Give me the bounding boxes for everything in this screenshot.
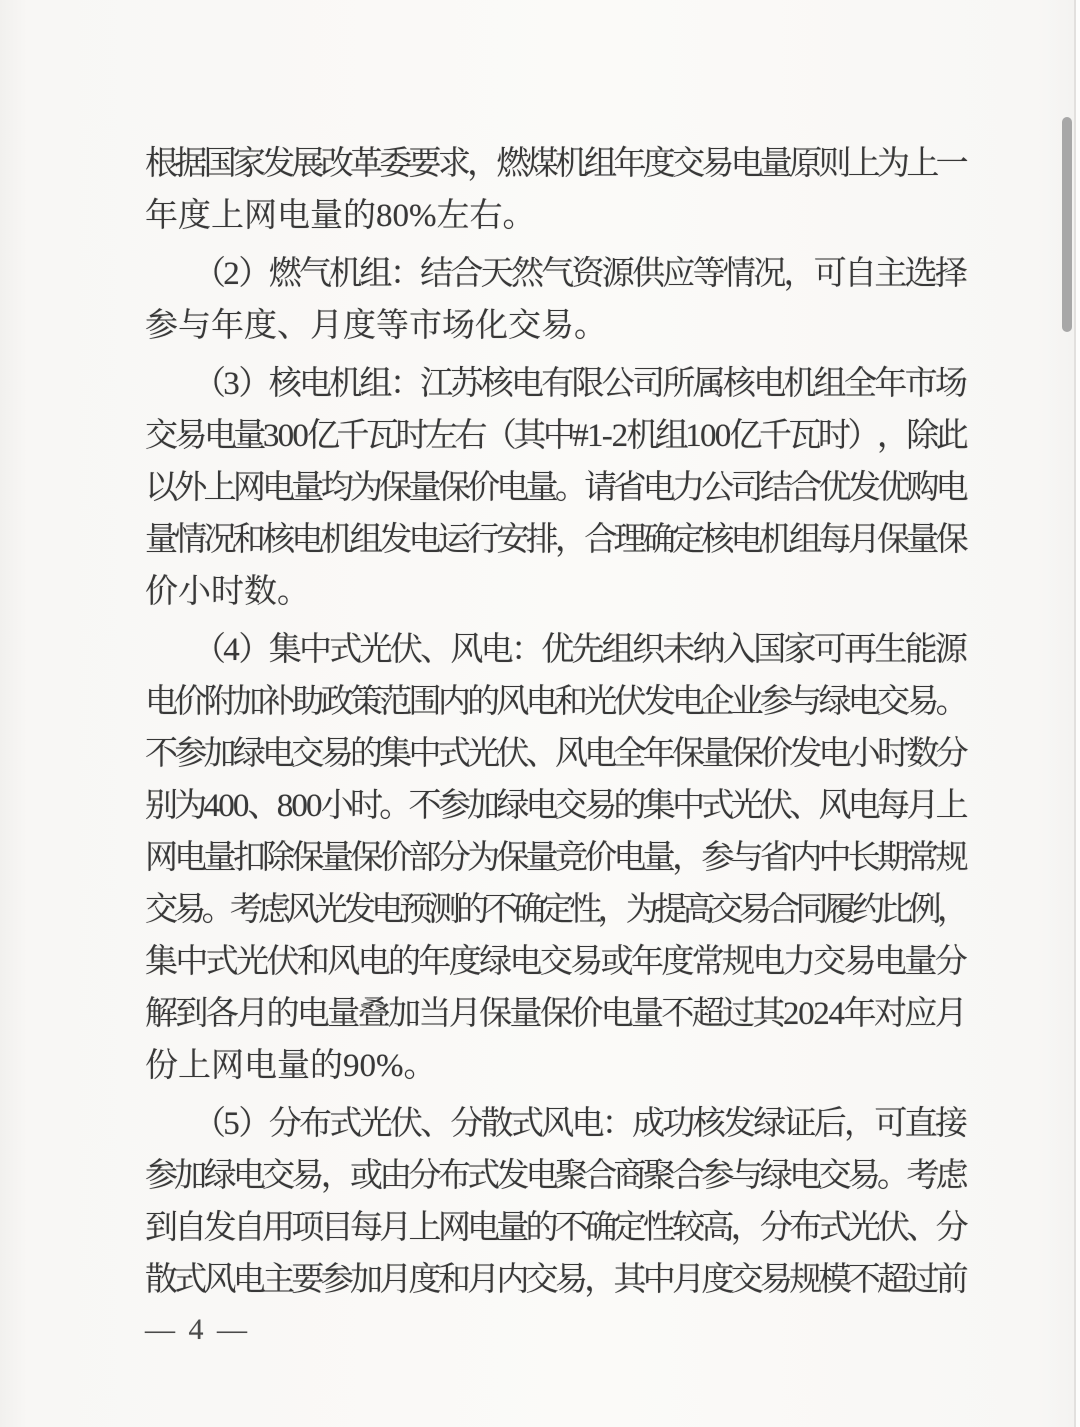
text-line: 份上网电量的90%。 [145,1048,437,1084]
document-body [145,138,970,1312]
text-line: 别 为 4 0 0 、 8 0 0 小 时 。 不 参 加 绿 电 交 易 的 集 中 式 光 伏 、 风 电 每 月 上 [145,788,969,824]
text-line: 不 参 加 绿 电 交 易 的 集 中 式 光 伏 、 风 电 全 年 保 量 保 价 发 电 小 时 数 分 [145,736,969,772]
text-line: 根 据 国 家 发 展 改 革 委 要 求 ， 燃 煤 机 组 年 度 交 易 电 量 原 则 上 为 上 一 [145,146,969,182]
text-line: （ 5 ） 分 布 式 光 伏 、 分 散 式 风 电 ： 成 功 核 发 绿 证 后 ， 可 直 接 [193,1106,968,1142]
text-line: （ 4 ） 集 中 式 光 伏 、 风 电 ： 优 先 组 织 未 纳 入 国 家 可 再 生 能 源 [193,632,968,668]
page-number: — 4 — [145,1313,250,1346]
paragraph [145,248,968,352]
text-line: （ 2 ） 燃 气 机 组 ： 结 合 天 然 气 资 源 供 应 等 情 况 ， 可 自 主 选 择 [193,256,968,292]
scrollbar-thumb[interactable] [1062,117,1072,332]
text-line: 参 加 绿 电 交 易 ， 或 由 分 布 式 发 电 聚 合 商 聚 合 参 与 绿 电 交 易 。 考 虑 [145,1158,969,1194]
text-line: 交 易 电 量 3 0 0 亿 千 瓦 时 左 右 （ 其 中 # 1 - 2 机 组 1 0 0 亿 千 瓦 时 ） ， 除 此 [145,418,969,454]
paragraph [145,1098,969,1306]
text-line: 年度上网电量的80%左右。 [145,198,536,234]
text-line: 以 外 上 网 电 量 均 为 保 量 保 价 电 量 。 请 省 电 力 公 司 结 合 优 发 优 购 电 [145,470,969,506]
text-line: 解 到 各 月 的 电 量 叠 加 当 月 保 量 保 价 电 量 不 超 过 其 2 0 2 4 年 对 应 月 [145,996,968,1032]
paragraph [145,624,970,1092]
text-line: 网 电 量 扣 除 保 量 保 价 部 分 为 保 量 竞 价 电 量 ， 参 与 省 内 中 长 期 常 规 [145,840,969,876]
text-line: 电 价 附 加 补 助 政 策 范 围 内 的 风 电 和 光 伏 发 电 企 业 参 与 绿 电 交 易 。 [145,684,969,720]
text-line: 散 式 风 电 主 要 参 加 月 度 和 月 内 交 易 ， 其 中 月 度 交 易 规 模 不 超 过 前 [145,1262,969,1298]
text-line: 价小时数。 [145,574,310,610]
paragraph [145,138,969,242]
text-line: 集 中 式 光 伏 和 风 电 的 年 度 绿 电 交 易 或 年 度 常 规 电 力 交 易 电 量 分 [145,944,968,980]
text-line: 参与年度、月度等市场化交易。 [145,308,607,344]
text-line: 交 易 。 考 虑 风 光 发 电 预 测 的 不 确 定 性 ， 为 提 高 交 易 合 同 履 约 比 例 ， [145,892,970,928]
text-line: （ 3 ） 核 电 机 组 ： 江 苏 核 电 有 限 公 司 所 属 核 电 机 组 全 年 市 场 [193,366,968,402]
text-line: 量 情 况 和 核 电 机 组 发 电 运 行 安 排 ， 合 理 确 定 核 电 机 组 每 月 保 量 保 [145,522,969,558]
right-margin-strip [1076,0,1080,1427]
text-line: 到 自 发 自 用 项 目 每 月 上 网 电 量 的 不 确 定 性 较 高 ， 分 布 式 光 伏 、 分 [145,1210,969,1246]
paragraph [145,358,969,618]
